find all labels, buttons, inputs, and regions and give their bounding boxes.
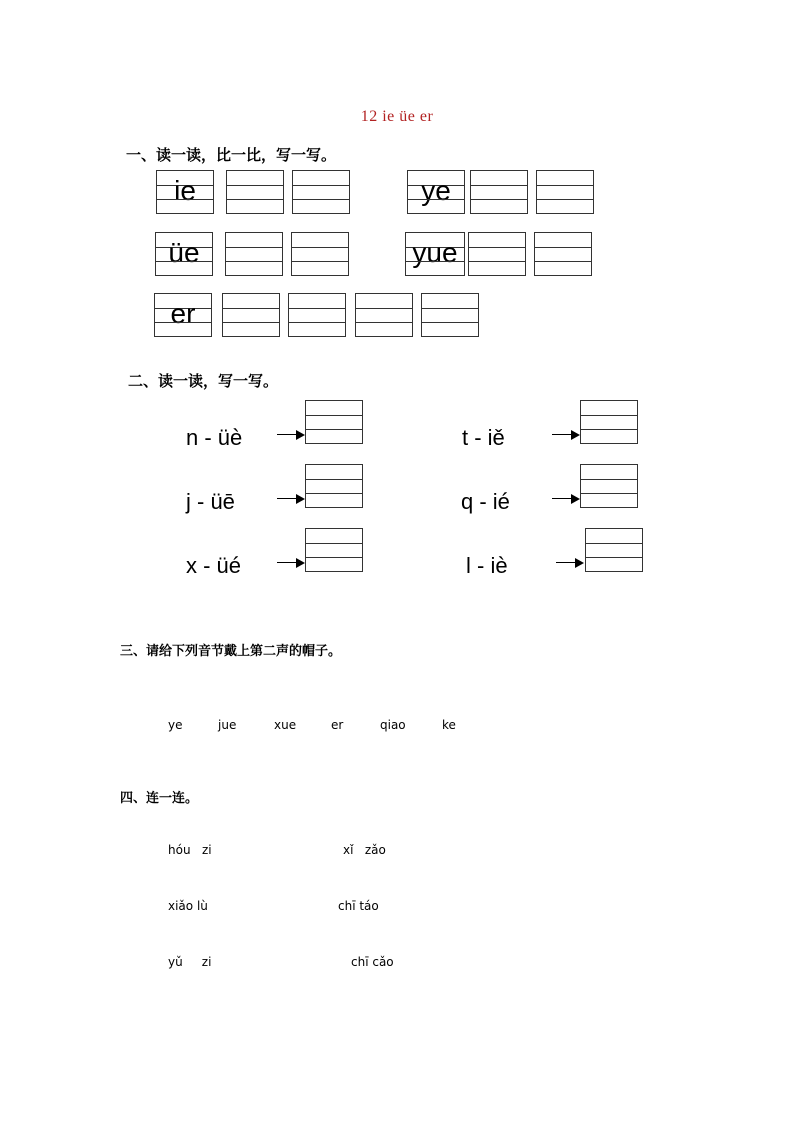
writing-grid-blank[interactable] (470, 170, 528, 214)
writing-grid-blank[interactable] (585, 528, 643, 572)
arrow-icon (277, 430, 305, 440)
syllable[interactable]: er (331, 718, 344, 732)
syllable[interactable]: ye (168, 718, 183, 732)
writing-grid-blank[interactable] (421, 293, 479, 337)
writing-grid-blank[interactable] (580, 464, 638, 508)
writing-grid-blank[interactable] (305, 400, 363, 444)
spelling-formula: n - üè (186, 425, 243, 450)
writing-grid-blank[interactable] (305, 528, 363, 572)
spelling-formula: x - üé (186, 553, 242, 578)
spelling-formula: t - iě (462, 425, 505, 450)
writing-grid-yue (405, 232, 465, 276)
writing-grid-blank[interactable] (288, 293, 346, 337)
writing-grid-ie (156, 170, 214, 214)
syllable[interactable]: jue (218, 718, 237, 732)
writing-grid-blank[interactable] (222, 293, 280, 337)
spelling-formula: q - ié (461, 489, 510, 514)
grid-label: yue (412, 237, 458, 268)
grid-label: üe (168, 237, 200, 268)
syllable[interactable]: qiao (380, 718, 406, 732)
arrow-icon (277, 494, 305, 504)
arrow-icon (552, 430, 580, 440)
writing-grid-blank[interactable] (305, 464, 363, 508)
grid-label: ie (174, 175, 196, 206)
writing-grid-blank[interactable] (534, 232, 592, 276)
writing-grid-blank[interactable] (355, 293, 413, 337)
writing-grid-ye (407, 170, 465, 214)
writing-grid-blank[interactable] (291, 232, 349, 276)
writing-grid-blank[interactable] (225, 232, 283, 276)
writing-grid-blank[interactable] (226, 170, 284, 214)
match-right-item[interactable]: chī cǎo (351, 955, 394, 969)
spelling-formula: l - iè (466, 553, 508, 578)
arrow-icon (556, 558, 584, 568)
match-left-item[interactable]: xiǎo lù (168, 899, 208, 913)
section3-heading: 三、请给下列音节戴上第二声的帽子。 (120, 644, 342, 659)
section4-heading: 四、连一连。 (120, 791, 199, 806)
grid-label: er (170, 298, 196, 329)
page-title: 12 ie üe er (360, 108, 434, 125)
arrow-icon (552, 494, 580, 504)
match-right-item[interactable]: chī táo (338, 899, 379, 913)
writing-grid-blank[interactable] (536, 170, 594, 214)
section1-heading: 一、读一读，比一比，写一写。 (126, 146, 337, 164)
arrow-icon (277, 558, 305, 568)
spelling-formula: j - üē (186, 489, 235, 514)
writing-grid-er (154, 293, 212, 337)
writing-grid-blank[interactable] (468, 232, 526, 276)
section2-heading: 二、读一读，写一写。 (128, 372, 279, 390)
syllable[interactable]: ke (442, 718, 456, 732)
match-left-item[interactable]: hóu zi (168, 843, 212, 857)
writing-grid-blank[interactable] (580, 400, 638, 444)
writing-grid-blank[interactable] (292, 170, 350, 214)
grid-label: ye (421, 175, 451, 206)
writing-grid-ue (155, 232, 213, 276)
match-right-item[interactable]: xǐ zǎo (343, 843, 386, 857)
syllable[interactable]: xue (274, 718, 297, 732)
match-left-item[interactable]: yǔ zi (168, 955, 212, 969)
